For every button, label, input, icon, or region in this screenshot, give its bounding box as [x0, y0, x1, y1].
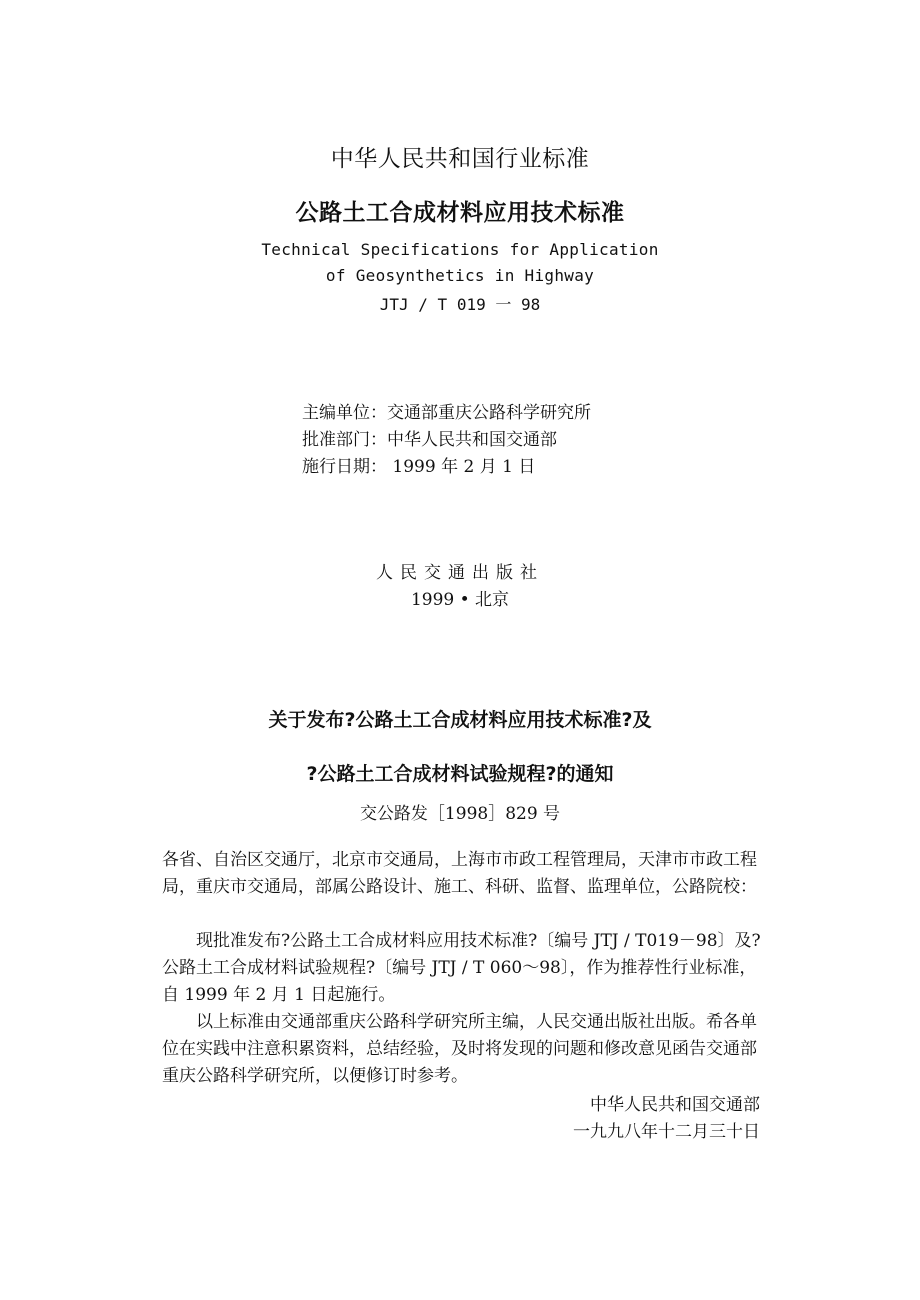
notice-paragraph-2 [162, 1009, 762, 1090]
approving-department: 批准部门：中华人民共和国交通部 [302, 430, 557, 450]
signatory: 中华人民共和国交通部 [590, 1095, 760, 1115]
notice-paragraph-1 [162, 928, 762, 1009]
standard-code: JTJ / T 019 一 98 [379, 295, 541, 314]
addressee-text: 各省、自治区交通厅，北京市交通局，上海市市政工程管理局，天津市市政工程局，重庆市交通局，部属公路设计、施工、科研、监督、监理单位，公路院校： [162, 850, 757, 897]
publisher-name: 人民交通出版社 [376, 563, 544, 583]
notice-title-line-1: 关于发布?公路土工合成材料应用技术标准?及 [268, 709, 652, 731]
paragraph-1-text: 现批准发布?公路土工合成材料应用技术标准?〔编号 JTJ / T019－98〕及?公路土工合成材料试验规程?〔编号 JTJ / T 060～98〕，作为推荐性行业标准，自 1999 年 2 月 1 日起施行。 [162, 931, 761, 1005]
document-number: 交公路发［1998］829 号 [359, 804, 561, 824]
paragraph-2-text: 以上标准由交通部重庆公路科学研究所主编，人民交通出版社出版。希各单位在实践中注意积累资料，总结经验，及时将发现的问题和修改意见函告交通部重庆公路科学研究所，以便修订时参考。 [162, 1012, 757, 1086]
english-title-line-2: of Geosynthetics in Highway [325, 266, 595, 285]
effective-date: 施行日期： 1999 年 2 月 1 日 [302, 457, 536, 477]
standard-title: 公路土工合成材料应用技术标准 [295, 200, 625, 226]
chief-editor-unit: 主编单位：交通部重庆公路科学研究所 [302, 403, 591, 423]
publication-year-place: 1999 • 北京 [410, 590, 510, 610]
standard-category: 中华人民共和国行业标准 [330, 146, 590, 172]
signing-date: 一九九八年十二月三十日 [573, 1122, 760, 1142]
english-title-line-1: Technical Specifications for Application [261, 240, 659, 259]
addressee-paragraph [162, 847, 762, 901]
notice-title-line-2: ?公路土工合成材料试验规程?的通知 [306, 763, 614, 785]
